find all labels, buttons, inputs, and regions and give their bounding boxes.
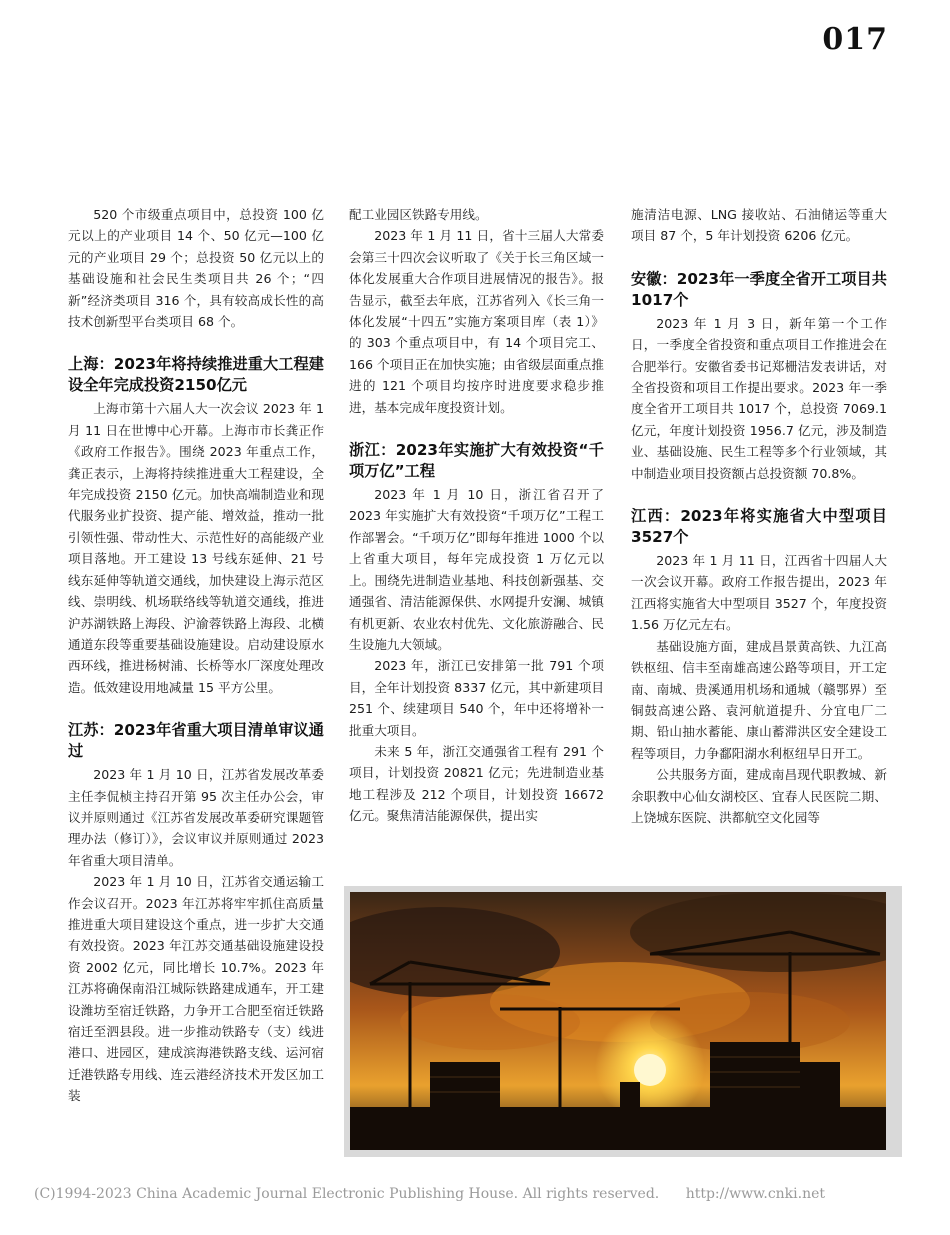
paragraph-continued: 配工业园区铁路专用线。 (349, 207, 488, 222)
construction-sunset-photo (344, 886, 902, 1157)
heading-zhejiang: 浙江：2023年实施扩大有效投资“千项万亿”工程 (349, 441, 604, 481)
column-1 (68, 204, 324, 1107)
paragraph-jiangxi-2: 基础设施方面，建成昌景黄高铁、九江高铁枢纽、信丰至南雄高速公路等项目，开工定南、南城、贵溪通用机场和通城（赣鄂界）至铜鼓高速公路、袁河航道提升、分宜电厂二期、铅山抽水蓄能、康山蓄滞洪区安全建设工程等项目，力争鄱阳湖水利枢纽早日开工。 (631, 638, 887, 761)
photo-illustration (350, 892, 886, 1150)
column-2 (349, 204, 604, 827)
copyright-footer (34, 1186, 924, 1202)
copyright-text: (C)1994-2023 China Academic Journal Electronic Publishing House. All rights reserved. (34, 1186, 660, 1202)
paragraph-shanghai: 上海市第十六届人大一次会议 2023 年 1 月 11 日在世博中心开幕。上海市市长龚正作《政府工作报告》。围绕 2023 年重点工作，龚正表示，上海将持续推进重大工程建设，全年完成投资 2150 亿元。加快高端制造业和现代服务业扩投资、提产能、增效益，推动一批引领性强、带动性大、示范性好的高能级产业项目落地。开工建设 13 号线东延伸、21 号线东延伸等轨道交通线，加快建设上海示范区线、崇明线、机场联络线等轨道交通线，推进沪苏湖铁路上海段、沪渝蓉铁路上海段、北横通道东段等重要基础设施建设。启动建设原水西环线，推进杨树浦、长桥等水厂深度处理改造。低效建设用地减量 15 平方公里。 (68, 401, 324, 695)
paragraph-jiangxi-3: 公共服务方面，建成南昌现代职教城、新余职教中心仙女湖校区、宜春人民医院二期、上饶城东医院、洪都航空文化园等 (631, 767, 887, 825)
paragraph-jiangsu-1: 2023 年 1 月 10 日，江苏省发展改革委主任李侃桢主持召开第 95 次主任办公会，审议并原则通过《江苏省发展改革委研究课题管理办法（修订）》，会议审议并原则通过 2023 年省重大项目清单。 (68, 767, 324, 868)
page-number: 017 (822, 22, 888, 57)
paragraph-zhejiang-2: 2023 年，浙江已安排第一批 791 个项目，全年计划投资 8337 亿元，其中新建项目 251 个、续建项目 540 个，年中还将增补一批重大项目。 (349, 658, 604, 738)
heading-shanghai: 上海：2023年将持续推进重大工程建设全年完成投资2150亿元 (68, 355, 324, 395)
paragraph-jiangsu-2: 2023 年 1 月 10 日，江苏省交通运输工作会议召开。2023 年江苏将牢牢抓住高质量推进重大项目建设这个重点，进一步扩大交通有效投资。2023 年江苏交通基础设施建设投资 2002 亿元，同比增长 10.7%。2023 年江苏将确保南沿江城际铁路建成通车，开工建设潍坊至宿迁铁路，力争开工合肥至宿迁铁路宿迁至泗县段。进一步推动铁路专（支）线进港口、进园区，建成滨海港铁路支线、运河宿迁港铁路专用线、连云港经济技术开发区加工装 (68, 874, 324, 1104)
paragraph-anhui: 2023 年 1 月 3 日，新年第一个工作日，一季度全省投资和重点项目工作推进会在合肥举行。安徽省委书记郑栅洁发表讲话，对全省投资和项目工作提出要求。2023 年一季度全省开工项目共 1017 个，总投资 7069.1 亿元，年度计划投资 1956.7 亿元，涉及制造业、基础设施、民生工程等多个行业领域，其中制造业项目投资额占总投资额 70.8%。 (631, 315, 887, 481)
heading-anhui: 安徽：2023年一季度全省开工项目共1017个 (631, 269, 887, 309)
paragraph-zhejiang-1: 2023 年 1 月 10 日，浙江省召开了 2023 年实施扩大有效投资“千项万亿”工程工作部署会。“千项万亿”即每年推进 1000 个以上省重大项目，每年完成投资 1 万亿元以上。围绕先进制造业基地、科技创新强基、交通强省、清洁能源保供、水网提升安澜、城镇有机更新、农业农村优先、文化旅游融合、民生设施九大领域。 (349, 487, 604, 652)
heading-jiangsu: 江苏：2023年省重大项目清单审议通过 (68, 721, 324, 761)
paragraph-zhejiang-3: 未来 5 年，浙江交通强省工程有 291 个项目，计划投资 20821 亿元；先进制造业基地工程涉及 212 个项目，计划投资 16672 亿元。聚焦清洁能源保供，提出实 (349, 743, 604, 824)
paragraph-yangtze-delta: 2023 年 1 月 11 日，省十三届人大常委会第三十四次会议听取了《关于长三角区域一体化发展重大合作项目进展情况的报告》。报告显示，截至去年底，江苏省列入《长三角一体化发展“十四五”实施方案项目库（表 1）》的 303 个重点项目中，有 14 个项目完工、166 个项目正在加快实施；由省级层面重点推进的 121 个项目均按序时进度要求稳步推进，基本完成年度投资计划。 (349, 228, 604, 415)
paragraph-intro: 520 个市级重点项目中，总投资 100 亿元以上的产业项目 14 个、50 亿元—100 亿元的产业项目 29 个；总投资 50 亿元以上的基础设施和社会民生类项目共 26 个；“四新”经济类项目 316 个，具有较高成长性的高技术创新型平台类项目 68 个。 (68, 207, 324, 330)
column-3 (631, 204, 887, 828)
heading-jiangxi: 江西：2023年将实施省大中型项目3527个 (631, 507, 887, 547)
paragraph-jiangxi-1: 2023 年 1 月 11 日，江西省十四届人大一次会议开幕。政府工作报告提出，2023 年江西将实施省大中型项目 3527 个，年度投资 1.56 万亿元左右。 (631, 553, 887, 633)
cnki-url[interactable]: http://www.cnki.net (685, 1186, 826, 1202)
paragraph-continued: 施清洁电源、LNG 接收站、石油储运等重大项目 87 个，5 年计划投资 6206 亿元。 (631, 207, 887, 244)
